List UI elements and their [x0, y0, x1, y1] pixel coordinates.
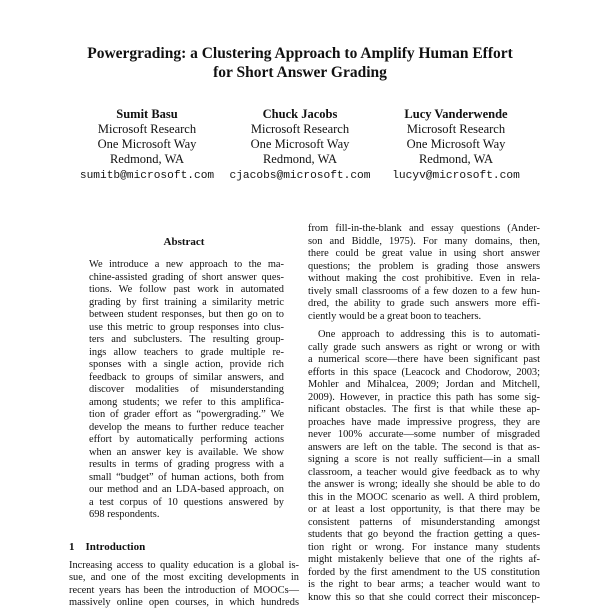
author-email: lucyv@microsoft.com	[392, 170, 520, 182]
body-line: One approach to addressing this is to automati-	[318, 329, 540, 340]
abstract-line: discover modalities of misunderstanding	[89, 384, 284, 395]
abstract-line: develop the means to further reduce teacher	[89, 421, 284, 433]
abstract-line: feedback to groups of similar answers, and	[89, 371, 284, 383]
intro-line: recent years has been the introduction of MOOCs—	[69, 584, 299, 596]
abstract-line: between student responses, but then go on to	[89, 309, 284, 320]
abstract-line: 698 respondents.	[89, 509, 160, 520]
body-line: know this so that she could correct their misconcep-	[308, 591, 540, 603]
body-line: questions; the problem is grading those answers	[308, 260, 540, 272]
author-city: Redmond, WA	[109, 152, 185, 166]
body-line: ciently would be a great boon to teachers.	[308, 310, 482, 322]
body-line: classroom, a teacher would give feedback as to why	[308, 466, 540, 478]
body-line: or at least a lost opportunity, is that there may be	[308, 504, 540, 515]
author-street: One Microsoft Way	[406, 137, 506, 151]
body-line: might mistakenly believe that one of the rights af-	[308, 554, 540, 565]
abstract-line: small “budget” of human actions, both from	[89, 471, 284, 483]
abstract-line: among students; we refer to this amplifica-	[89, 396, 284, 408]
body-line: Mohler and Mihalcea, 2009; Jordan and Mitchell,	[308, 379, 540, 390]
intro-line: sue, and one of the most exciting developments in	[69, 572, 299, 583]
body-line: signing a score is not really sufficient—in a small	[308, 454, 540, 465]
body-line: this in the MOOC scenario as well. A third problem,	[308, 491, 540, 503]
introduction-body	[69, 560, 299, 610]
abstract-line: our method and an LDA-based approach, on	[89, 484, 284, 495]
paragraph-2	[308, 329, 540, 604]
body-line: answers are left on the table. The second is that as-	[308, 441, 540, 453]
paragraph-1	[308, 223, 540, 323]
body-line: 2009). However, in practice this path has some sig-	[308, 391, 540, 403]
body-line: is the right to bear arms; a teacher would want to	[308, 579, 540, 590]
abstract-line: results in terms of grading progress with a	[89, 459, 284, 470]
author-org: Microsoft Research	[406, 122, 506, 136]
abstract-line: grading by first training a similarity metric	[89, 296, 284, 308]
abstract-line: tions. We follow past work in automated	[89, 284, 284, 295]
author-block-3	[371, 107, 541, 184]
body-line: proaches have made impressive progress, they are	[308, 416, 540, 428]
author-org: Microsoft Research	[97, 122, 197, 136]
body-line: cally grade such answers as right or wrong or with	[308, 341, 540, 353]
abstract-line: a test corpus of 10 questions answered by	[89, 496, 284, 508]
author-city: Redmond, WA	[262, 152, 338, 166]
body-line: from fill-in-the-blank and essay questions (Ander-	[308, 223, 540, 234]
abstract-line: tion of grader effort as “powergrading.” We	[89, 409, 284, 420]
abstract-body	[69, 259, 284, 522]
author-street: One Microsoft Way	[250, 137, 350, 151]
author-block-2	[215, 107, 385, 184]
author-email: sumitb@microsoft.com	[79, 170, 215, 182]
intro-line: Increasing access to quality education is a global is-	[69, 559, 299, 571]
author-name: Lucy Vanderwende	[404, 107, 508, 121]
author-block-1	[62, 107, 232, 184]
body-line: tion right or wrong. For instance many students	[308, 541, 540, 553]
abstract-line: We introduce a new approach to the ma-	[89, 259, 284, 270]
body-line: students that go beyond the fraction getting a ques-	[308, 529, 540, 540]
title-line-2: for Short Answer Grading	[213, 64, 387, 81]
author-email: cjacobs@microsoft.com	[229, 170, 371, 182]
intro-line: massively online open courses, in which hundreds	[69, 597, 299, 608]
body-line: there could be great value in using short answer	[308, 248, 540, 259]
title-line-1: Powergrading: a Clustering Approach to Amplify Human Effort	[87, 45, 513, 62]
abstract-line: when an answer key is available. We show	[89, 446, 284, 458]
author-city: Redmond, WA	[418, 152, 494, 166]
right-column	[308, 223, 540, 604]
body-line: consistent patterns of misunderstanding amongst	[308, 516, 540, 528]
body-line: forded by the first amendment to the US constitution	[308, 566, 540, 578]
body-line: son and Biddle, 1975). For many domains, then,	[308, 235, 540, 247]
body-line: the answer is wrong; ideally she should be able to do	[308, 479, 540, 490]
abstract-line: sponses with a single action, provide rich	[89, 359, 284, 370]
left-column	[69, 223, 299, 610]
body-line: without making the cost prohibitive. Even in rela-	[308, 273, 540, 284]
body-line: a numerical score—there have been significant past	[308, 354, 540, 365]
body-line: never 100% accurate—some number of misgraded	[308, 429, 540, 440]
abstract-line: effort by automatically performing actions	[89, 434, 284, 445]
body-line: efforts in this space (Leacock and Chodorow, 2003;	[308, 366, 540, 378]
section-heading-introduction: 1 Introduction	[69, 540, 146, 553]
body-line: dred, the ability to grade such answers more effi-	[308, 298, 540, 309]
author-street: One Microsoft Way	[97, 137, 197, 151]
abstract-line: use this metric to group responses into clus-	[89, 321, 284, 333]
body-line: tively small classrooms of a few dozen to a few hun-	[308, 285, 540, 297]
author-name: Sumit Basu	[116, 107, 178, 121]
author-org: Microsoft Research	[250, 122, 350, 136]
abstract-line: ters and subclusters. The resulting group-	[89, 334, 284, 345]
abstract-heading: Abstract	[163, 236, 205, 248]
paper-title	[60, 44, 540, 82]
abstract-line: chine-assisted grading of short answer ques-	[89, 271, 284, 283]
body-line: nificant obstacles. The first is that while these ap-	[308, 404, 540, 415]
author-name: Chuck Jacobs	[262, 107, 338, 121]
abstract-line: ings allow teachers to grade multiple re-	[89, 346, 284, 358]
